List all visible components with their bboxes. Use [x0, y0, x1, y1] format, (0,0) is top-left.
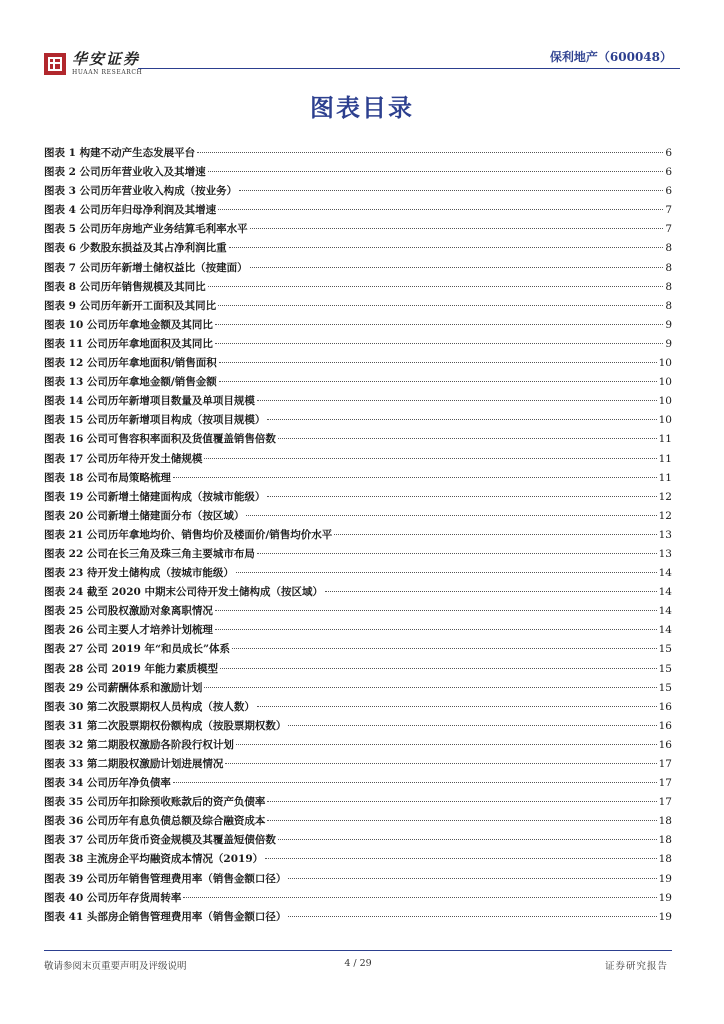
toc-entry-page: 10 [658, 376, 672, 389]
toc-leader-dots [215, 343, 663, 344]
toc-leader-dots [236, 744, 657, 745]
toc-entry[interactable] [44, 508, 672, 527]
toc-entry-label: 图表 6 少数股东损益及其占净利润比重 [44, 242, 227, 255]
toc-entry-label: 图表 15 公司历年新增项目构成（按项目规模） [44, 414, 266, 427]
toc-entry-page: 19 [658, 891, 672, 904]
toc-entry[interactable] [44, 470, 672, 489]
toc-entry-label: 图表 19 公司新增土储建面构成（按城市能级） [44, 490, 266, 503]
toc-entry[interactable] [44, 336, 672, 355]
toc-entry-page: 10 [658, 395, 672, 408]
toc-entry-label: 图表 39 公司历年销售管理费用率（销售金额口径） [44, 872, 287, 885]
toc-entry[interactable] [44, 699, 672, 718]
toc-entry-page: 12 [658, 509, 672, 522]
toc-entry-label: 图表 10 公司历年拿地金额及其同比 [44, 318, 213, 331]
brand-english: HUAAN RESEARCH [72, 69, 143, 76]
toc-entry-page: 17 [658, 796, 672, 809]
toc-entry-label: 图表 35 公司历年扣除预收账款后的资产负债率 [44, 796, 266, 809]
toc-leader-dots [197, 152, 663, 153]
toc-leader-dots [288, 725, 656, 726]
toc-leader-dots [183, 897, 656, 898]
toc-entry[interactable] [44, 546, 672, 565]
toc-leader-dots [208, 171, 664, 172]
toc-entry-label: 图表 37 公司历年货币资金规模及其覆盖短债倍数 [44, 834, 276, 847]
toc-entry-page: 14 [658, 586, 672, 599]
footer-divider [44, 950, 672, 951]
toc-leader-dots [250, 228, 664, 229]
toc-entry-page: 13 [658, 547, 672, 560]
toc-leader-dots [239, 190, 663, 191]
toc-entry-page: 6 [665, 185, 672, 198]
page-header [44, 44, 680, 84]
toc-entry-page: 15 [658, 643, 672, 656]
toc-leader-dots [265, 858, 656, 859]
toc-entry-label: 图表 18 公司布局策略梳理 [44, 471, 171, 484]
toc-entry[interactable] [44, 260, 672, 279]
toc-entry-page: 15 [658, 681, 672, 694]
toc-entry[interactable] [44, 489, 672, 508]
toc-entry-label: 图表 33 第二期股权激励计划进展情况 [44, 758, 224, 770]
toc-leader-dots [257, 706, 657, 707]
toc-leader-dots [257, 400, 657, 401]
toc-entry-label: 图表 8 公司历年销售规模及其同比 [44, 280, 206, 293]
footer-report-type: 证券研究报告 [604, 961, 668, 972]
toc-entry-label: 图表 9 公司历年新开工面积及其同比 [44, 299, 217, 312]
toc-entry-label: 图表 25 公司股权激励对象离职情况 [44, 605, 213, 618]
toc-entry-label: 图表 3 公司历年营业收入构成（按业务） [44, 185, 238, 198]
toc-entry-page: 16 [658, 719, 672, 732]
toc-entry-label: 图表 24 截至 2020 中期末公司待开发土储构成（按区域） [44, 586, 323, 599]
toc-entry-page: 9 [665, 337, 672, 350]
footer-page-number: 4 / 29 [344, 958, 372, 969]
toc-entry-label: 图表 26 公司主要人才培养计划梳理 [44, 624, 213, 637]
page-footer [44, 950, 672, 980]
toc-entry-page: 8 [665, 299, 672, 312]
toc-entry-page: 16 [658, 738, 672, 751]
toc-entry[interactable] [44, 622, 672, 641]
toc-entry-page: 14 [658, 605, 672, 618]
toc-leader-dots [220, 668, 657, 669]
toc-entry-label: 图表 34 公司历年净负债率 [44, 777, 171, 790]
toc-entry-label: 图表 13 公司历年拿地金额/销售金额 [44, 376, 217, 389]
toc-entry[interactable] [44, 794, 672, 813]
toc-entry[interactable] [44, 756, 672, 775]
toc-entry[interactable] [44, 584, 672, 603]
toc-leader-dots [204, 687, 656, 688]
toc-entry[interactable] [44, 775, 672, 794]
toc-leader-dots [229, 247, 664, 248]
toc-entry[interactable] [44, 412, 672, 431]
toc-entry-page: 18 [658, 815, 672, 828]
toc-leader-dots [267, 496, 656, 497]
toc-entry-page: 9 [665, 318, 672, 331]
toc-entry-label: 图表 22 公司在长三角及珠三角主要城市布局 [44, 547, 255, 560]
toc-leader-dots [173, 782, 657, 783]
toc-entry-page: 11 [658, 433, 672, 446]
toc-leader-dots [204, 458, 656, 459]
toc-leader-dots [267, 419, 656, 420]
toc-entry[interactable] [44, 145, 672, 164]
toc-entry[interactable] [44, 393, 672, 412]
toc-leader-dots [173, 477, 657, 478]
brand-name: 华安证券 [72, 50, 141, 68]
toc-entry-page: 8 [665, 280, 672, 293]
toc-entry[interactable] [44, 355, 672, 374]
toc-entry-label: 图表 41 头部房企销售管理费用率（销售金额口径） [44, 910, 287, 923]
stock-label: 保利地产（600048） [549, 50, 672, 64]
footer-disclaimer: 敬请参阅末页重要声明及评级说明 [44, 961, 187, 972]
toc-entry[interactable] [44, 202, 672, 221]
toc-entry-page: 6 [665, 166, 672, 179]
toc-entry-page: 7 [665, 223, 672, 236]
toc-leader-dots [267, 801, 656, 802]
toc-entry-page: 13 [658, 528, 672, 541]
toc-entry[interactable] [44, 298, 672, 317]
toc-entry-label: 图表 31 第二次股票期权份额构成（按股票期权数） [44, 719, 287, 732]
toc-entry[interactable] [44, 737, 672, 756]
toc-entry-page: 8 [665, 242, 672, 255]
toc-entry-label: 图表 5 公司历年房地产业务结算毛利率水平 [44, 223, 248, 236]
toc-leader-dots [250, 267, 664, 268]
toc-entry[interactable] [44, 909, 672, 928]
toc-leader-dots [225, 763, 656, 764]
toc-entry-label: 图表 23 待开发土储构成（按城市能级） [44, 567, 234, 580]
toc-entry-page: 15 [658, 662, 672, 675]
toc-entry-label: 图表 32 第二期股权激励各阶段行权计划 [44, 738, 234, 751]
toc-leader-dots [215, 324, 663, 325]
toc-leader-dots [236, 572, 657, 573]
toc-entry[interactable] [44, 451, 672, 470]
toc-entry-label: 图表 2 公司历年营业收入及其增速 [44, 166, 206, 179]
toc-entry[interactable] [44, 680, 672, 699]
toc-entry[interactable] [44, 374, 672, 393]
header-divider [138, 68, 680, 69]
toc-entry-label: 图表 12 公司历年拿地面积/销售面积 [44, 357, 217, 370]
toc-entry-label: 图表 21 公司历年拿地均价、销售均价及楼面价/销售均价水平 [44, 528, 333, 541]
toc-entry[interactable] [44, 718, 672, 737]
toc-entry-page: 6 [665, 147, 672, 159]
toc-entry[interactable] [44, 641, 672, 660]
toc-entry[interactable] [44, 661, 672, 680]
toc-leader-dots [215, 629, 657, 630]
toc-entry[interactable] [44, 431, 672, 450]
page-title: 图表目录 [310, 93, 414, 122]
toc-entry[interactable] [44, 565, 672, 584]
toc-entry-page: 8 [665, 261, 672, 274]
toc-entry-label: 图表 1 构建不动产生态发展平台 [44, 147, 196, 159]
toc-entry-label: 图表 28 公司 2019 年能力素质模型 [44, 662, 218, 675]
company-logo [44, 52, 142, 76]
toc-entry-page: 10 [658, 414, 672, 427]
toc-entry-label: 图表 17 公司历年待开发土储规模 [44, 452, 203, 465]
toc-entry-page: 10 [658, 357, 672, 370]
toc-entry-label: 图表 4 公司历年归母净利润及其增速 [44, 204, 217, 217]
toc-leader-dots [218, 305, 663, 306]
toc-entry-label: 图表 40 公司历年存货周转率 [44, 891, 182, 904]
toc-entry-label: 图表 30 第二次股票期权人员构成（按人数） [44, 700, 255, 713]
toc-leader-dots [219, 381, 657, 382]
toc-leader-dots [278, 839, 657, 840]
toc-entry[interactable] [44, 813, 672, 832]
toc-entry-label: 图表 27 公司 2019 年“和员成长”体系 [44, 643, 231, 656]
toc-entry[interactable] [44, 871, 672, 890]
toc-entry[interactable] [44, 221, 672, 240]
toc-leader-dots [257, 553, 657, 554]
toc-entry-label: 图表 14 公司历年新增项目数量及单项目规模 [44, 395, 255, 408]
toc-entry[interactable] [44, 851, 672, 870]
toc-entry-page: 19 [658, 872, 672, 885]
toc-entry-page: 16 [658, 700, 672, 713]
toc-leader-dots [218, 209, 663, 210]
toc-entry-label: 图表 36 公司历年有息负债总额及综合融资成本 [44, 815, 266, 828]
toc-leader-dots [267, 820, 656, 821]
toc-entry[interactable] [44, 832, 672, 851]
toc-entry-page: 7 [665, 204, 672, 217]
toc-entry-label: 图表 20 公司新增土储建面分布（按区域） [44, 509, 245, 522]
toc-entry[interactable] [44, 527, 672, 546]
toc-entry[interactable] [44, 890, 672, 909]
toc-entry-page: 14 [658, 567, 672, 580]
toc-entry[interactable] [44, 183, 672, 202]
toc-entry[interactable] [44, 164, 672, 183]
toc-entry-page: 17 [658, 758, 672, 770]
toc-leader-dots [334, 534, 656, 535]
toc-leader-dots [232, 648, 657, 649]
toc-leader-dots [246, 515, 656, 516]
logo-seal-icon [44, 53, 66, 75]
toc-leader-dots [278, 438, 657, 439]
figure-toc-list [44, 145, 672, 928]
toc-entry-label: 图表 7 公司历年新增土储权益比（按建面） [44, 261, 248, 274]
toc-leader-dots [288, 878, 656, 879]
toc-entry[interactable] [44, 317, 672, 336]
toc-leader-dots [325, 591, 657, 592]
toc-leader-dots [288, 916, 656, 917]
toc-entry-label: 图表 38 主流房企平均融资成本情况（2019） [44, 853, 264, 866]
toc-entry-page: 11 [658, 471, 672, 484]
toc-leader-dots [219, 362, 657, 363]
toc-entry-page: 18 [658, 834, 672, 847]
toc-entry-label: 图表 11 公司历年拿地面积及其同比 [44, 337, 213, 350]
toc-leader-dots [208, 286, 664, 287]
toc-entry-page: 17 [658, 777, 672, 790]
toc-entry-page: 18 [658, 853, 672, 866]
toc-entry[interactable] [44, 279, 672, 298]
toc-leader-dots [215, 610, 657, 611]
toc-entry[interactable] [44, 240, 672, 259]
toc-entry-page: 11 [658, 452, 672, 465]
toc-entry-label: 图表 16 公司可售容积率面积及货值覆盖销售倍数 [44, 433, 276, 446]
toc-entry[interactable] [44, 603, 672, 622]
toc-entry-page: 19 [658, 910, 672, 923]
toc-entry-page: 12 [658, 490, 672, 503]
toc-entry-label: 图表 29 公司薪酬体系和激励计划 [44, 681, 203, 694]
toc-entry-page: 14 [658, 624, 672, 637]
